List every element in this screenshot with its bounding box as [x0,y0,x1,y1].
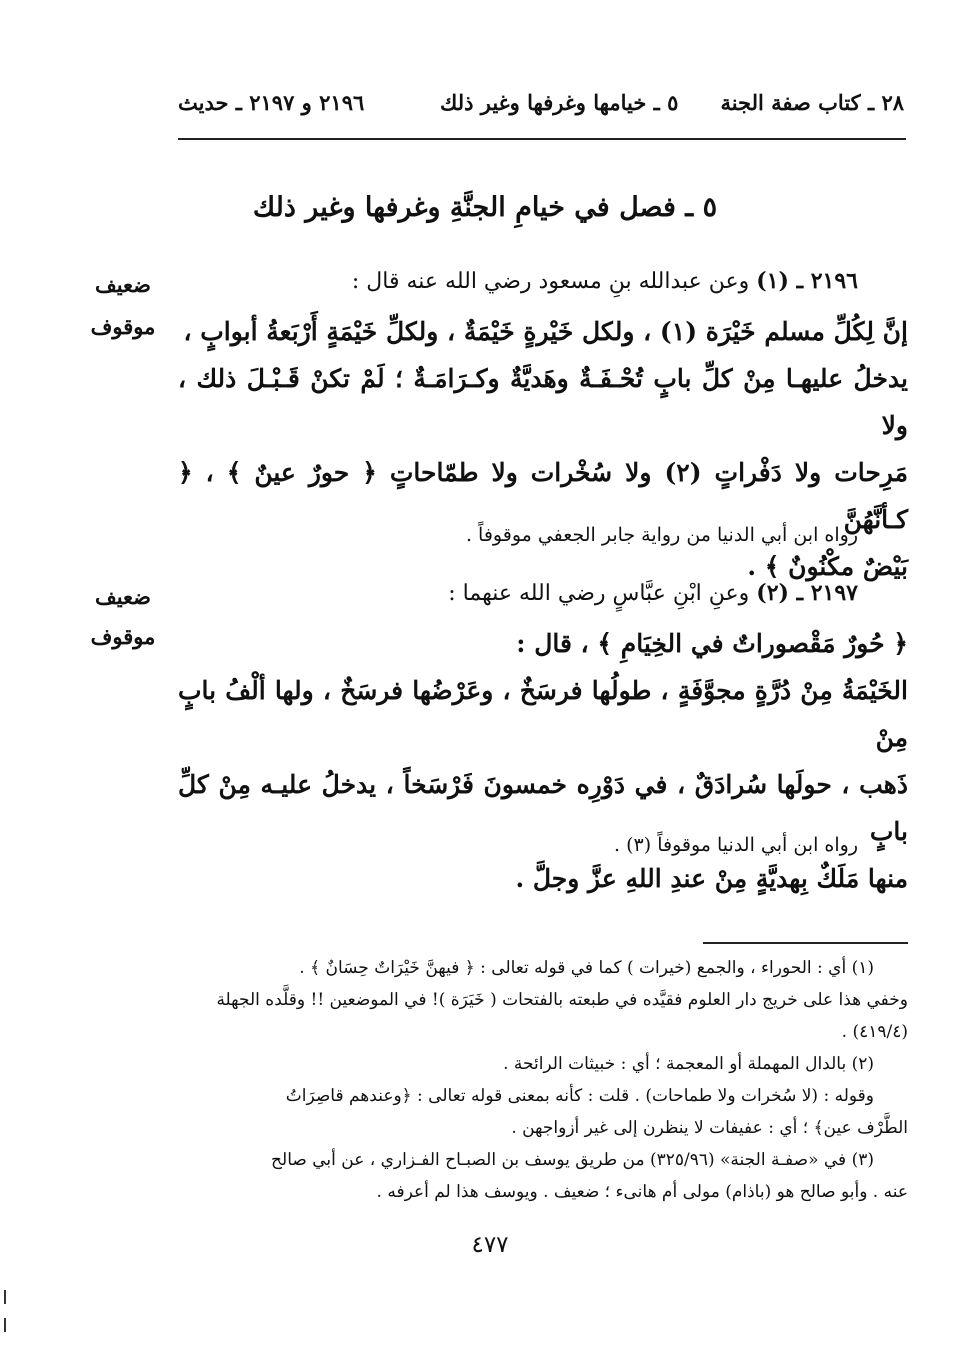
running-header-hadith-range: ٢١٩٦ و ٢١٩٧ ـ حديث [178,90,365,115]
hadith-grade-mawquf: موقوف [90,314,156,339]
hadith-heading [448,580,858,606]
scan-edge-mark [4,1290,6,1304]
running-header-book: ٢٨ ـ كتاب صفة الجنة [720,90,904,115]
hadith-text [178,620,908,902]
page-number: ٤٧٧ [471,1232,509,1258]
hadith-source-note: رواه ابن أبي الدنيا من رواية جابر الجعفي موقوفاً . [465,524,858,546]
footnote-3: (٣) في «صفـة الجنة» (٣٢٥/٩٦) من طريق يوسف بن الصبـاح الفـزاري ، عن أبي صالح [271,1150,874,1170]
hadith-intro: وعن عبدالله بنِ مسعود رضي الله عنه قال : [351,269,750,294]
footnote-1-continued: وخفي هذا على خريج دار العلوم فقيَّده في طبعته بالفتحات ( خَيَرَة )! في الموضعين !! وقلَّده الجهلة [216,990,908,1010]
hadith-text-line: مَرِحات ولا دَفْراتٍ (٢) ولا سُخْرات ولا طمّاحاتٍ ﴿ حورٌ عينٌ ﴾ ، ﴿ كـأنَّهُنَّ [178,458,908,534]
header-divider [178,138,906,140]
hadith-text-line: إنَّ لِكُلِّ مسلم خَيْرَة (١) ، ولكل خَيْرةٍ خَيْمَةٌ ، ولكلِّ خَيْمَةٍ أَرْبَعةُ أبوابٍ ، [183,317,908,346]
hadith-heading [352,268,858,294]
hadith-source-note: رواه ابن أبي الدنيا موقوفاً (٣) . [614,834,858,856]
footnote-2: (٢) بالدال المهملة أو المعجمة ؛ أي : خبيثات الرائحة . [503,1054,874,1074]
footnote-2-continued: الطَّرْف عين﴾ ؛ أي : عفيفات لا ينظرن إلى غير أزواجهن . [511,1118,908,1138]
hadith-grade-weak: ضعيف [94,272,152,297]
footnote-divider [703,942,908,944]
hadith-text-line: يدخلُ عليهـا مِنْ كلِّ بابٍ تُحْـفَـةٌ وهَديَّةٌ وكـرَامَـةٌ ؛ لَمْ تكنْ قَـبْـلَ ذلك ، ولا [178,364,908,440]
footnote-3-continued: عنه . وأبو صالح هو (باذام) مولى أم هانىء ؛ ضعيف . ويوسف هذا لم أعرفه . [376,1182,908,1202]
hadith-quote-line: ﴿ حُورٌ مَقْصوراتٌ في الخِيَامِ ﴾ ، قال : [516,629,908,658]
footnotes [178,952,908,1208]
hadith-text-line: ذَهب ، حولَها سُرادَقٌ ، في دَوْرِه خمسونَ فَرْسَخاً ، يدخلُ عليـه مِنْ كلِّ بابٍ [178,770,908,846]
hadith-number: ٢١٩٦ ـ (١) [756,268,858,294]
section-title: ٥ ـ فصل في خيامِ الجنَّةِ وغرفها وغير ذلك [252,192,718,223]
hadith-grade-mawquf: موقوف [90,624,156,649]
hadith-number: ٢١٩٧ ـ (٢) [756,580,858,606]
hadith-text-line: الخَيْمَةُ مِنْ دُرَّةٍ مجوَّفَةٍ ، طولُها فرسَخٌ ، وعَرْضُها فرسَخٌ ، ولها ألْفُ بابٍ مِنْ [178,676,908,752]
footnote-1-reference: (٤١٩/٤) . [841,1022,908,1042]
footnote-2-continued: وقوله : (لا سُخرات ولا طماحات) . قلت : كأنه بمعنى قوله تعالى : ﴿وعندهم قاصِرَاتُ [285,1086,874,1106]
hadith-text-line: منها مَلَكٌ بِهديَّةٍ مِنْ عندِ اللهِ عزَّ وجلَّ . [515,864,908,893]
scan-edge-mark [4,1318,6,1332]
hadith-intro: وعنِ ابْنِ عبَّاسٍ رضي الله عنهما : [448,581,750,606]
footnote-1: (١) أي : الحوراء ، والجمع (خيرات ) كما في قوله تعالى : ﴿ فيهنَّ خَيْرَاتٌ حِسَانٌ ﴾ . [299,958,874,978]
hadith-grade-weak: ضعيف [94,584,152,609]
hadith-text [178,308,908,590]
running-header-chapter: ٥ ـ خيامها وغرفها وغير ذلك [440,90,679,115]
hadith-text-line: بَيْضٌ مكْنُونٌ ﴾ . [747,552,908,581]
